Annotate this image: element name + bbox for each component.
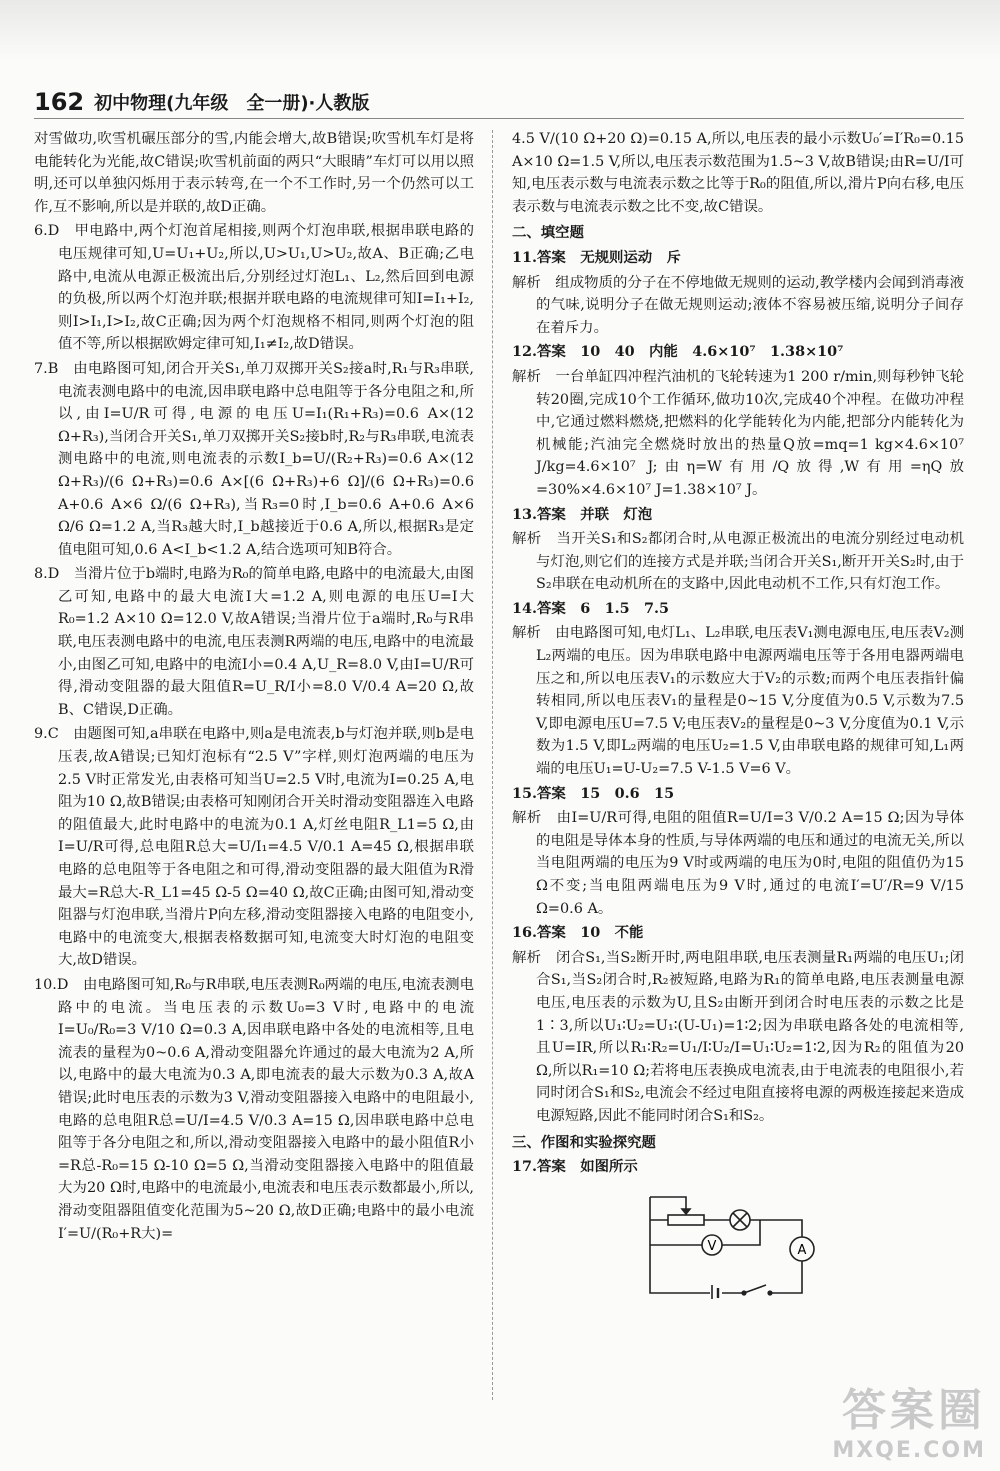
book-title: 初中物理(九年级 全一册)·人教版: [94, 93, 370, 114]
watermark-logo-text: 答案圈: [842, 1385, 986, 1436]
explain-14: 解析 由电路图可知,电灯L₁、L₂串联,电压表V₁测电源电压,电压表V₂测L₂两端的电压。因为串联电路中电源两端电压等于各用电器两端电压之和,所以电压表V₁的示数应大于V₂的示数;而两个电压表指针偏转相同,所以电压表V₁的量程是0~15 V,分度值为0.5 V,示数为7.5 V,即电源电压U=7.5 V;电压表V₂的量程是0~3 V,分度值为0.1 V,示数为1.5 V,即L₂两端的电压U₂=1.5 V,由串联电路的规律可知,L₁两端的电压U₁=U-U₂=7.5 V-1.5 V=6 V。: [512, 625, 964, 778]
left-column: [34, 128, 474, 1247]
answer-17: 17.答案 如图所示: [512, 1158, 638, 1176]
q10-continuation: 4.5 V/(10 Ω+20 Ω)=0.15 A,所以,电压表的最小示数U₀′=I′R₀=0.15 A×10 Ω=1.5 V,所以,电压表示数范围为1.5~3 V,故B错误;由R=U/I可知,电压表示数与电流表示数之比等于R₀的阻值,所以,滑片P向右移,电压表示数与电流表示数之比不变,故C错误。: [512, 131, 964, 215]
answer-10: 10.D 由电路图可知,R₀与R串联,电压表测R₀两端的电压,电流表测电路中的电流。当电压表的示数U₀=3 V时,电路中的电流I=U₀/R₀=3 V/10 Ω=0.3 A,因串联电路中各处的电流相等,且电流表的量程为0~0.6 A,滑动变阻器允许通过的最大电流为2 A,所以,电路中的最大电流为0.3 A,即电流表的最大示数为0.3 A,故A错误;此时电压表的示数为3 V,滑动变阻器接入电路中的电阻最小,电路的总电阻R总=U/I=4.5 V/0.3 A=15 Ω,因串联电路中总电阻等于各分电阻之和,所以,滑动变阻器接入电路中的最小阻值R小=R总-R₀=15 Ω-10 Ω=5 Ω,当滑动变阻器接入电路中的阻值最大为20 Ω时,电路中的电流最小,电流表和电压表示数都最小,所以,滑动变阻器阻值变化范围为5~20 Ω,故D正确;电路中的最小电流I′=U/(R₀+R大)=: [34, 976, 474, 1242]
page-top-shadow: [0, 0, 1000, 60]
answer-8: 8.D 当滑片位于b端时,电路为R₀的简单电路,电路中的电流最大,由图乙可知,电路中的最大电流I大=1.2 A,则电源的电压U=I大R₀=1.2 A×10 Ω=12.0 V,故A错误;当滑片位于a端时,R₀与R串联,电压表测电路中的电流,电压表测R两端的电压,电路中的电流最小,由图乙可知,电路中的电流I小=0.4 A,U_R=8.0 V,由I=U/R可得,滑动变阻器的最大阻值R=U_R/I小=8.0 V/0.4 A=20 Ω,故B、C错误,D正确。: [34, 566, 474, 718]
answer-16: 16.答案 10 不能: [512, 924, 644, 942]
ammeter-label: A: [797, 1242, 807, 1258]
voltmeter-label: V: [707, 1238, 717, 1254]
answer-14: 14.答案 6 1.5 7.5: [512, 599, 670, 617]
rheostat: [668, 1215, 704, 1225]
answer-15: 15.答案 15 0.6 15: [512, 784, 675, 802]
explain-13: 解析 当开关S₁和S₂都闭合时,从电源正极流出的电流分别经过电动机与灯泡,则它们的连接方式是并联;当闭合开关S₁,断开开关S₂时,由于S₂串联在电动机所在的支路中,因此电动机不工作,只有灯泡工作。: [512, 531, 964, 593]
circuit-diagram: [630, 1187, 820, 1299]
explain-11: 解析 组成物质的分子在不停地做无规则的运动,教学楼内会闻到消毒液的气味,说明分子在做无规则运动;液体不容易被压缩,说明分子间存在着斥力。: [512, 274, 964, 336]
slider-arrow-icon: [682, 1209, 690, 1214]
answer-11: 11.答案 无规则运动 斥: [512, 248, 681, 266]
site-watermark: [832, 1374, 986, 1463]
answer-13: 13.答案 并联 灯泡: [512, 505, 653, 523]
page-number: 162: [34, 88, 85, 116]
page-header: [34, 88, 369, 116]
section-drawing-experiment: 三、作图和实验探究题: [512, 1134, 656, 1151]
right-column: [512, 128, 964, 1306]
explain-16: 解析 闭合S₁,当S₂断开时,两电阻串联,电压表测量R₁两端的电压U₁;闭合S₁,当S₂闭合时,R₂被短路,电路为R₁的简单电路,电压表测量电源电压,电压表的示数为U,且S₂由断开到闭合时电压表的示数之比是1∶3,所以U₁∶U₂=U₁∶(U-U₁)=1∶2;因为串联电路各处的电流相等,且U=IR,所以R₁∶R₂=U₁/I∶U₂/I=U₁∶U₂=1∶2,因为R₂的阻值为20 Ω,所以R₁=10 Ω;若将电压表换成电流表,由于电流表的电阻很小,若同时闭合S₁和S₂,电流会不经过电阻直接将电源的两极连接起来造成电源短路,因此不能同时闭合S₁和S₂。: [512, 949, 964, 1124]
explain-15: 解析 由I=U/R可得,电阻的阻值R=U/I=3 V/0.2 A=15 Ω;因为导体的电阻是导体本身的性质,与导体两端的电压和通过的电流无关,所以当电阻两端的电压为9 V时或两端的电压为0时,电阻的阻值仍为15 Ω不变;当电阻两端电压为9 V时,通过的电流I′=U′/R=9 V/15 Ω=0.6 A。: [512, 810, 964, 917]
circuit-wire-bottom-right: [770, 1261, 802, 1293]
answer-9: 9.C 由题图可知,a串联在电路中,则a是电流表,b与灯泡并联,则b是电压表,故A错误;已知灯泡标有“2.5 V”字样,则灯泡两端的电压为2.5 V时正常发光,由表格可知当U=2.5 V时,电流为I=0.25 A,电阻为10 Ω,故B错误;由表格可知刚闭合开关时滑动变阻器连入电路的阻值最大,此时电路中的电流为0.1 A,灯丝电阻R_L1=5 Ω,由I=U/R可得,总电阻R总大=U/I₁=4.5 V/0.1 A=45 Ω,根据串联电路的总电阻等于各电阻之和可得,滑动变阻器的最大阻值为R滑最大=R总大-R_L1=45 Ω-5 Ω=40 Ω,故C正确;由图可知,滑动变阻器与灯泡串联,当滑片P向左移,滑动变阻器接入电路的电阻变小,电路中的电流变大,根据表格数据可知,电流变大时灯泡的电阻变大,故D错误。: [34, 726, 474, 969]
switch-lever: [744, 1285, 766, 1293]
column-divider: [492, 130, 493, 1400]
explain-12: 解析 一台单缸四冲程汽油机的飞轮转速为1 200 r/min,则每秒钟飞轮转20圈,完成10个工作循环,做功10次,完成40个冲程。在做功冲程中,它通过燃料燃烧,把燃料的化学能转化为内能,把部分内能转化为机械能;汽油完全燃烧时放出的热量Q放=mq=1 kg×4.6×10⁷ J/kg=4.6×10⁷ J;由η=W有用/Q放得,W有用=ηQ放=30%×4.6×10⁷ J=1.38×10⁷ J。: [512, 368, 964, 498]
answer-6: 6.D 甲电路中,两个灯泡首尾相接,则两个灯泡串联,根据串联电路的电压规律可知,U=U₁+U₂,所以,U>U₁,U>U₂,故A、B正确;乙电路中,电流从电源正极流出后,分别经过灯泡L₁、L₂,然后回到电源的负极,所以两个灯泡并联;根据并联电路的电流规律可知I=I₁+I₂,则I>I₁,I>I₂,故C正确;因为两个灯泡规格不相同,则两个灯泡的阻值不等,所以根据欧姆定律可知,I₁≠I₂,故D错误。: [34, 223, 474, 353]
q5-continuation: 对雪做功,吹雪机碾压部分的雪,内能会增大,故B错误;吹雪机车灯是将电能转化为光能,故C错误;吹雪机前面的两只“大眼睛”车灯可以用以照明,还可以单独闪烁用于表示转弯,在一个不工作时,另一个仍然可以工作,互不影响,所以是并联的,故D正确。: [34, 131, 474, 215]
answer-7: 7.B 由电路图可知,闭合开关S₁,单刀双掷开关S₂接a时,R₁与R₃串联,电流表测电路中的电流,因串联电路中总电阻等于各分电阻之和,所以,由I=U/R可得,电源的电压U=I₁(R₁+R₃)=0.6 A×(12 Ω+R₃),当闭合开关S₁,单刀双掷开关S₂接b时,R₂与R₃串联,电流表测电路中的电流,则电流表的示数I_b=U/(R₂+R₃)=0.6 A×(12 Ω+R₃)/(6 Ω+R₃)=0.6 A×[(6 Ω+R₃)+6 Ω]/(6 Ω+R₃)=0.6 A+0.6 A×6 Ω/(6 Ω+R₃),当R₃=0时,I_b=0.6 A+0.6 A×6 Ω/6 Ω=1.2 A,当R₃越大时,I_b越接近于0.6 A,所以,根据R₃是定值电阻可知,0.6 A<I_b<1.2 A,结合选项可知B符合。: [34, 360, 474, 558]
header-rule: [34, 118, 964, 119]
watermark-url: MXQE.COM: [832, 1438, 986, 1463]
answer-12: 12.答案 10 40 内能 4.6×10⁷ 1.38×10⁷: [512, 343, 844, 361]
section-fill-blank: 二、填空题: [512, 225, 584, 242]
